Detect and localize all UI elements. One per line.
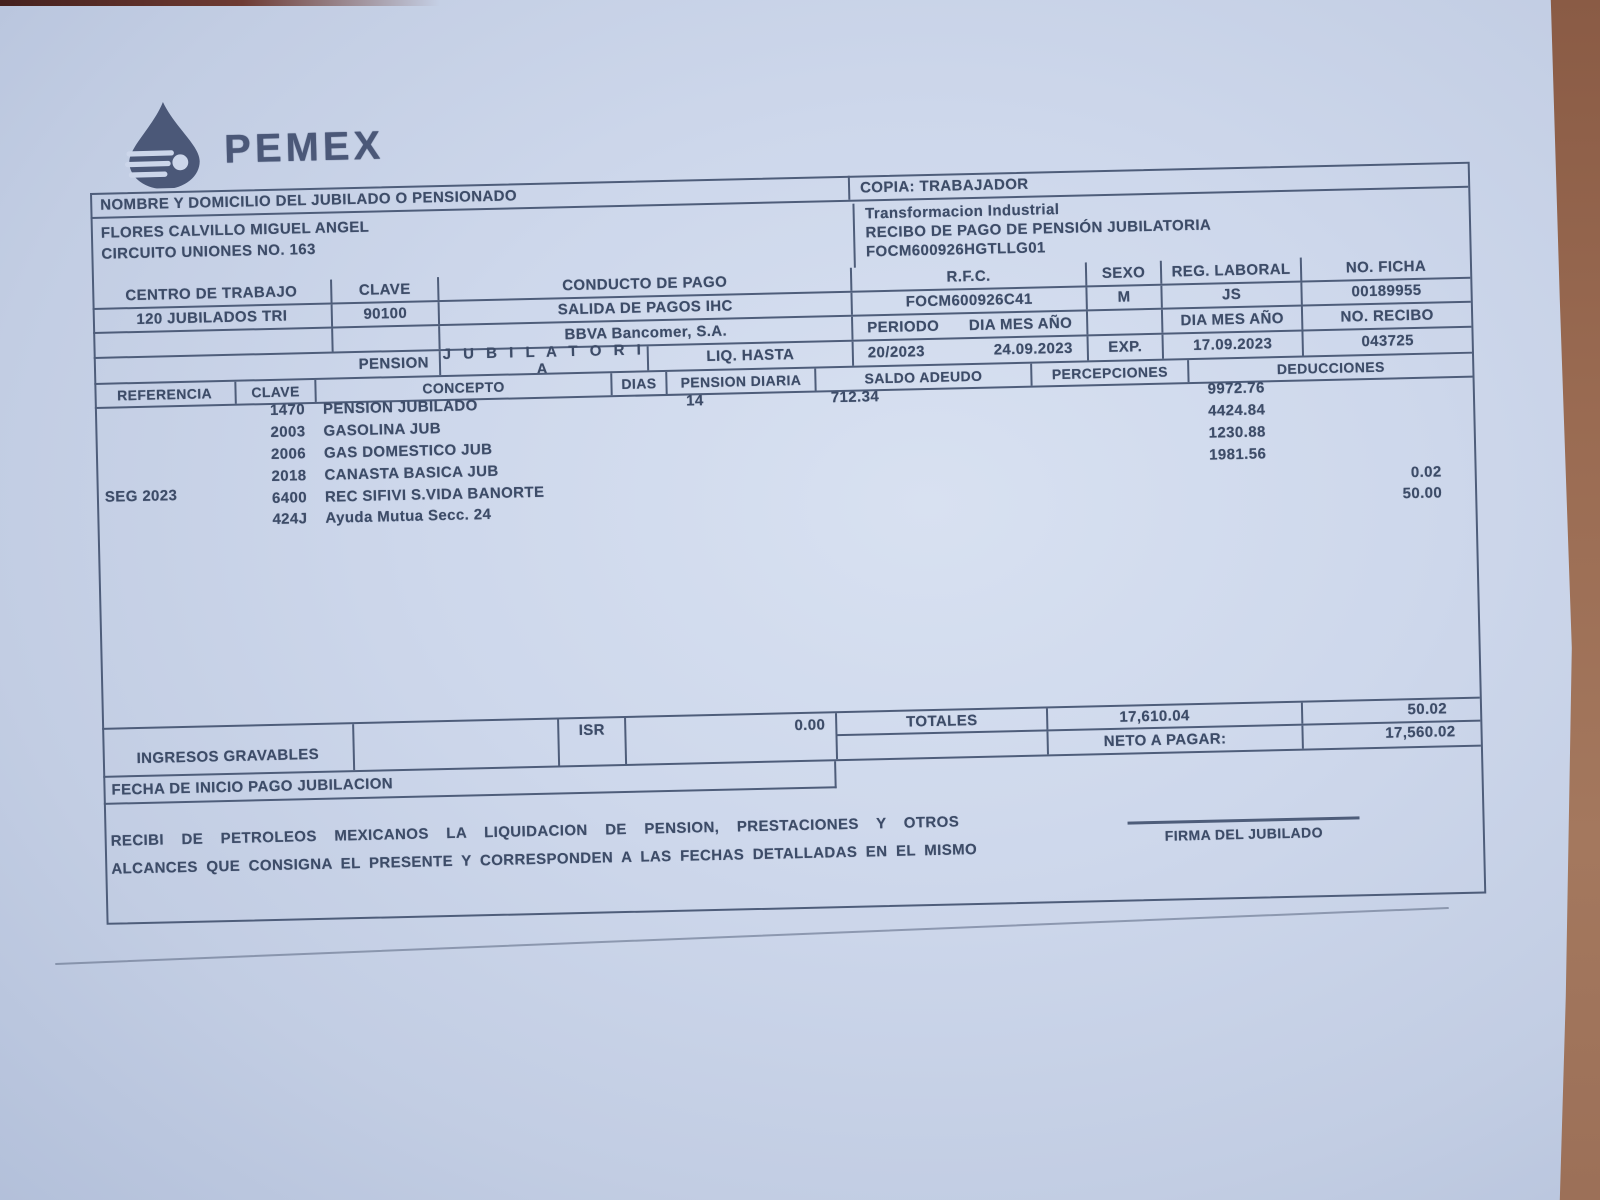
- row-percepciones: 9972.76: [1207, 379, 1265, 398]
- concepto-header: CONCEPTO: [314, 373, 610, 402]
- copy-label: COPIA: TRABAJADOR: [848, 162, 1468, 200]
- row-pension-diaria: 712.34: [830, 388, 880, 407]
- totals-right: [835, 699, 1481, 760]
- periodo-header: [851, 311, 1086, 339]
- row-clave: 1470: [269, 401, 306, 419]
- pemex-logo: [117, 95, 385, 190]
- neto-a-pagar-label: NETO A PAGAR:: [1047, 726, 1302, 755]
- no-recibo-header: NO. RECIBO: [1301, 303, 1471, 329]
- no-ficha-header: NO. FICHA: [1300, 254, 1470, 280]
- row-deducciones: 50.00: [1402, 484, 1443, 503]
- percepciones-header: PERCEPCIONES: [1030, 360, 1187, 386]
- isr-label: ISR: [557, 718, 625, 766]
- periodo-label: PERIODO: [867, 317, 940, 337]
- division-label: Transformacion Industrial: [864, 201, 1060, 223]
- empty-cell: [1086, 310, 1161, 334]
- curp-value: FOCM600926HGTLLG01: [865, 239, 1046, 261]
- no-ficha-value: 00189955: [1300, 278, 1470, 304]
- pemex-drop-icon: [117, 99, 211, 189]
- clave-value: 90100: [331, 302, 438, 327]
- row-concepto: CANASTA BASICA JUB: [324, 462, 499, 484]
- row-clave: 424J: [272, 510, 308, 528]
- no-recibo-value: 043725: [1301, 327, 1472, 355]
- rfc-header: R.F.C.: [850, 262, 1085, 290]
- percepciones-total: 17,610.04: [1046, 703, 1301, 730]
- conducto-pago-value: SALIDA DE PAGOS IHC: [438, 292, 851, 324]
- reg-laboral-header: REG. LABORAL: [1160, 258, 1300, 284]
- row-deducciones: 0.02: [1410, 463, 1442, 482]
- table-surface-strip: [1540, 0, 1600, 1200]
- liq-fecha-value: 17.09.2023: [1161, 331, 1302, 359]
- empty-cell: [331, 326, 438, 351]
- pension-receipt-document: [90, 162, 1486, 925]
- statement-line-2: ALCANCES QUE CONSIGNA EL PRESENTE Y CORRESPONDEN A LAS FECHAS DETALLADAS EN EL MISMO: [111, 841, 978, 878]
- liq-hasta-label: LIQ. HASTA: [647, 341, 853, 370]
- sexo-header: SEXO: [1085, 261, 1160, 285]
- dias-header: DIAS: [610, 372, 665, 395]
- conducto-pago-header: CONDUCTO DE PAGO: [437, 268, 850, 300]
- row-clave: 2003: [270, 423, 306, 441]
- row-concepto: GAS DOMESTICO JUB: [323, 440, 493, 462]
- signature-line: [1128, 816, 1360, 824]
- name-address-section-title: NOMBRE Y DOMICILIO DEL JUBILADO O PENSIONADO: [100, 186, 518, 214]
- deducciones-total: 50.02: [1300, 699, 1480, 724]
- pensioner-name: FLORES CALVILLO MIGUEL ANGEL: [100, 218, 370, 242]
- pension-label: PENSION: [358, 354, 430, 374]
- row-referencia: SEG 2023: [104, 487, 178, 506]
- statement-line-1: RECIBI DE PETROLEOS MEXICANOS LA LIQUIDACION DE PENSION, PRESTACIONES Y OTROS: [110, 813, 960, 850]
- receipt-title: RECIBO DE PAGO DE PENSIÓN JUBILATORIA: [865, 216, 1212, 242]
- pensioner-address: CIRCUITO UNIONES NO. 163: [101, 240, 316, 263]
- row-concepto: REC SIFIVI S.VIDA BANORTE: [324, 483, 545, 506]
- exp-label: EXP.: [1086, 334, 1162, 360]
- fecha-inicio-label: FECHA DE INICIO PAGO JUBILACION: [111, 775, 394, 799]
- deducciones-header: DEDUCCIONES: [1187, 354, 1472, 382]
- row-clave: 2018: [271, 467, 307, 485]
- pension-diaria-header: PENSION DIARIA: [665, 369, 814, 394]
- rfc-value: FOCM600926C41: [850, 287, 1085, 315]
- isr-value: 0.00: [624, 713, 836, 764]
- totales-label: TOTALES: [905, 712, 978, 731]
- bank-name: BBVA Bancomer, S.A.: [438, 317, 851, 349]
- row-concepto: GASOLINA JUB: [323, 420, 442, 440]
- centro-trabajo-value: 120 JUBILADOS TRI: [136, 307, 288, 329]
- photo-top-edge-shadow: [0, 0, 440, 6]
- periodo-fecha: 24.09.2023: [993, 339, 1073, 359]
- centro-trabajo-header: CENTRO DE TRABAJO: [125, 283, 298, 304]
- row-concepto: PENSION JUBILADO: [322, 397, 478, 418]
- clave-detail-header: CLAVE: [234, 380, 314, 404]
- row-percepciones: 1230.88: [1208, 423, 1266, 442]
- ingresos-gravables-label: INGRESOS GRAVABLES: [136, 745, 320, 768]
- row-clave: 2006: [270, 445, 307, 463]
- periodo-value: 20/2023: [867, 343, 926, 362]
- dia-mes-ano-right: DIA MES AÑO: [1161, 307, 1301, 333]
- referencia-header: REFERENCIA: [116, 385, 213, 404]
- row-clave: 6400: [271, 489, 308, 507]
- row-percepciones: 1981.56: [1209, 445, 1267, 464]
- empty-cell: [352, 720, 558, 771]
- saldo-adeudo-header: SALDO ADEUDO: [814, 364, 1030, 391]
- firma-jubilado-label: FIRMA DEL JUBILADO: [1164, 824, 1324, 844]
- neto-a-pagar-value: 17,560.02: [1301, 722, 1481, 749]
- jubilatoria-label: J U B I L A T O R I A: [439, 346, 648, 375]
- row-dias: 14: [685, 392, 704, 410]
- dia-mes-ano-left: DIA MES AÑO: [968, 314, 1073, 334]
- clave-header: CLAVE: [330, 277, 437, 302]
- reg-laboral-value: JS: [1160, 282, 1300, 308]
- pemex-wordmark: PEMEX: [223, 123, 385, 172]
- row-concepto: Ayuda Mutua Secc. 24: [325, 505, 492, 527]
- empty-cell: [838, 732, 1048, 760]
- empty-cell: [93, 329, 331, 357]
- sexo-value: M: [1085, 285, 1160, 309]
- row-percepciones: 4424.84: [1208, 401, 1266, 420]
